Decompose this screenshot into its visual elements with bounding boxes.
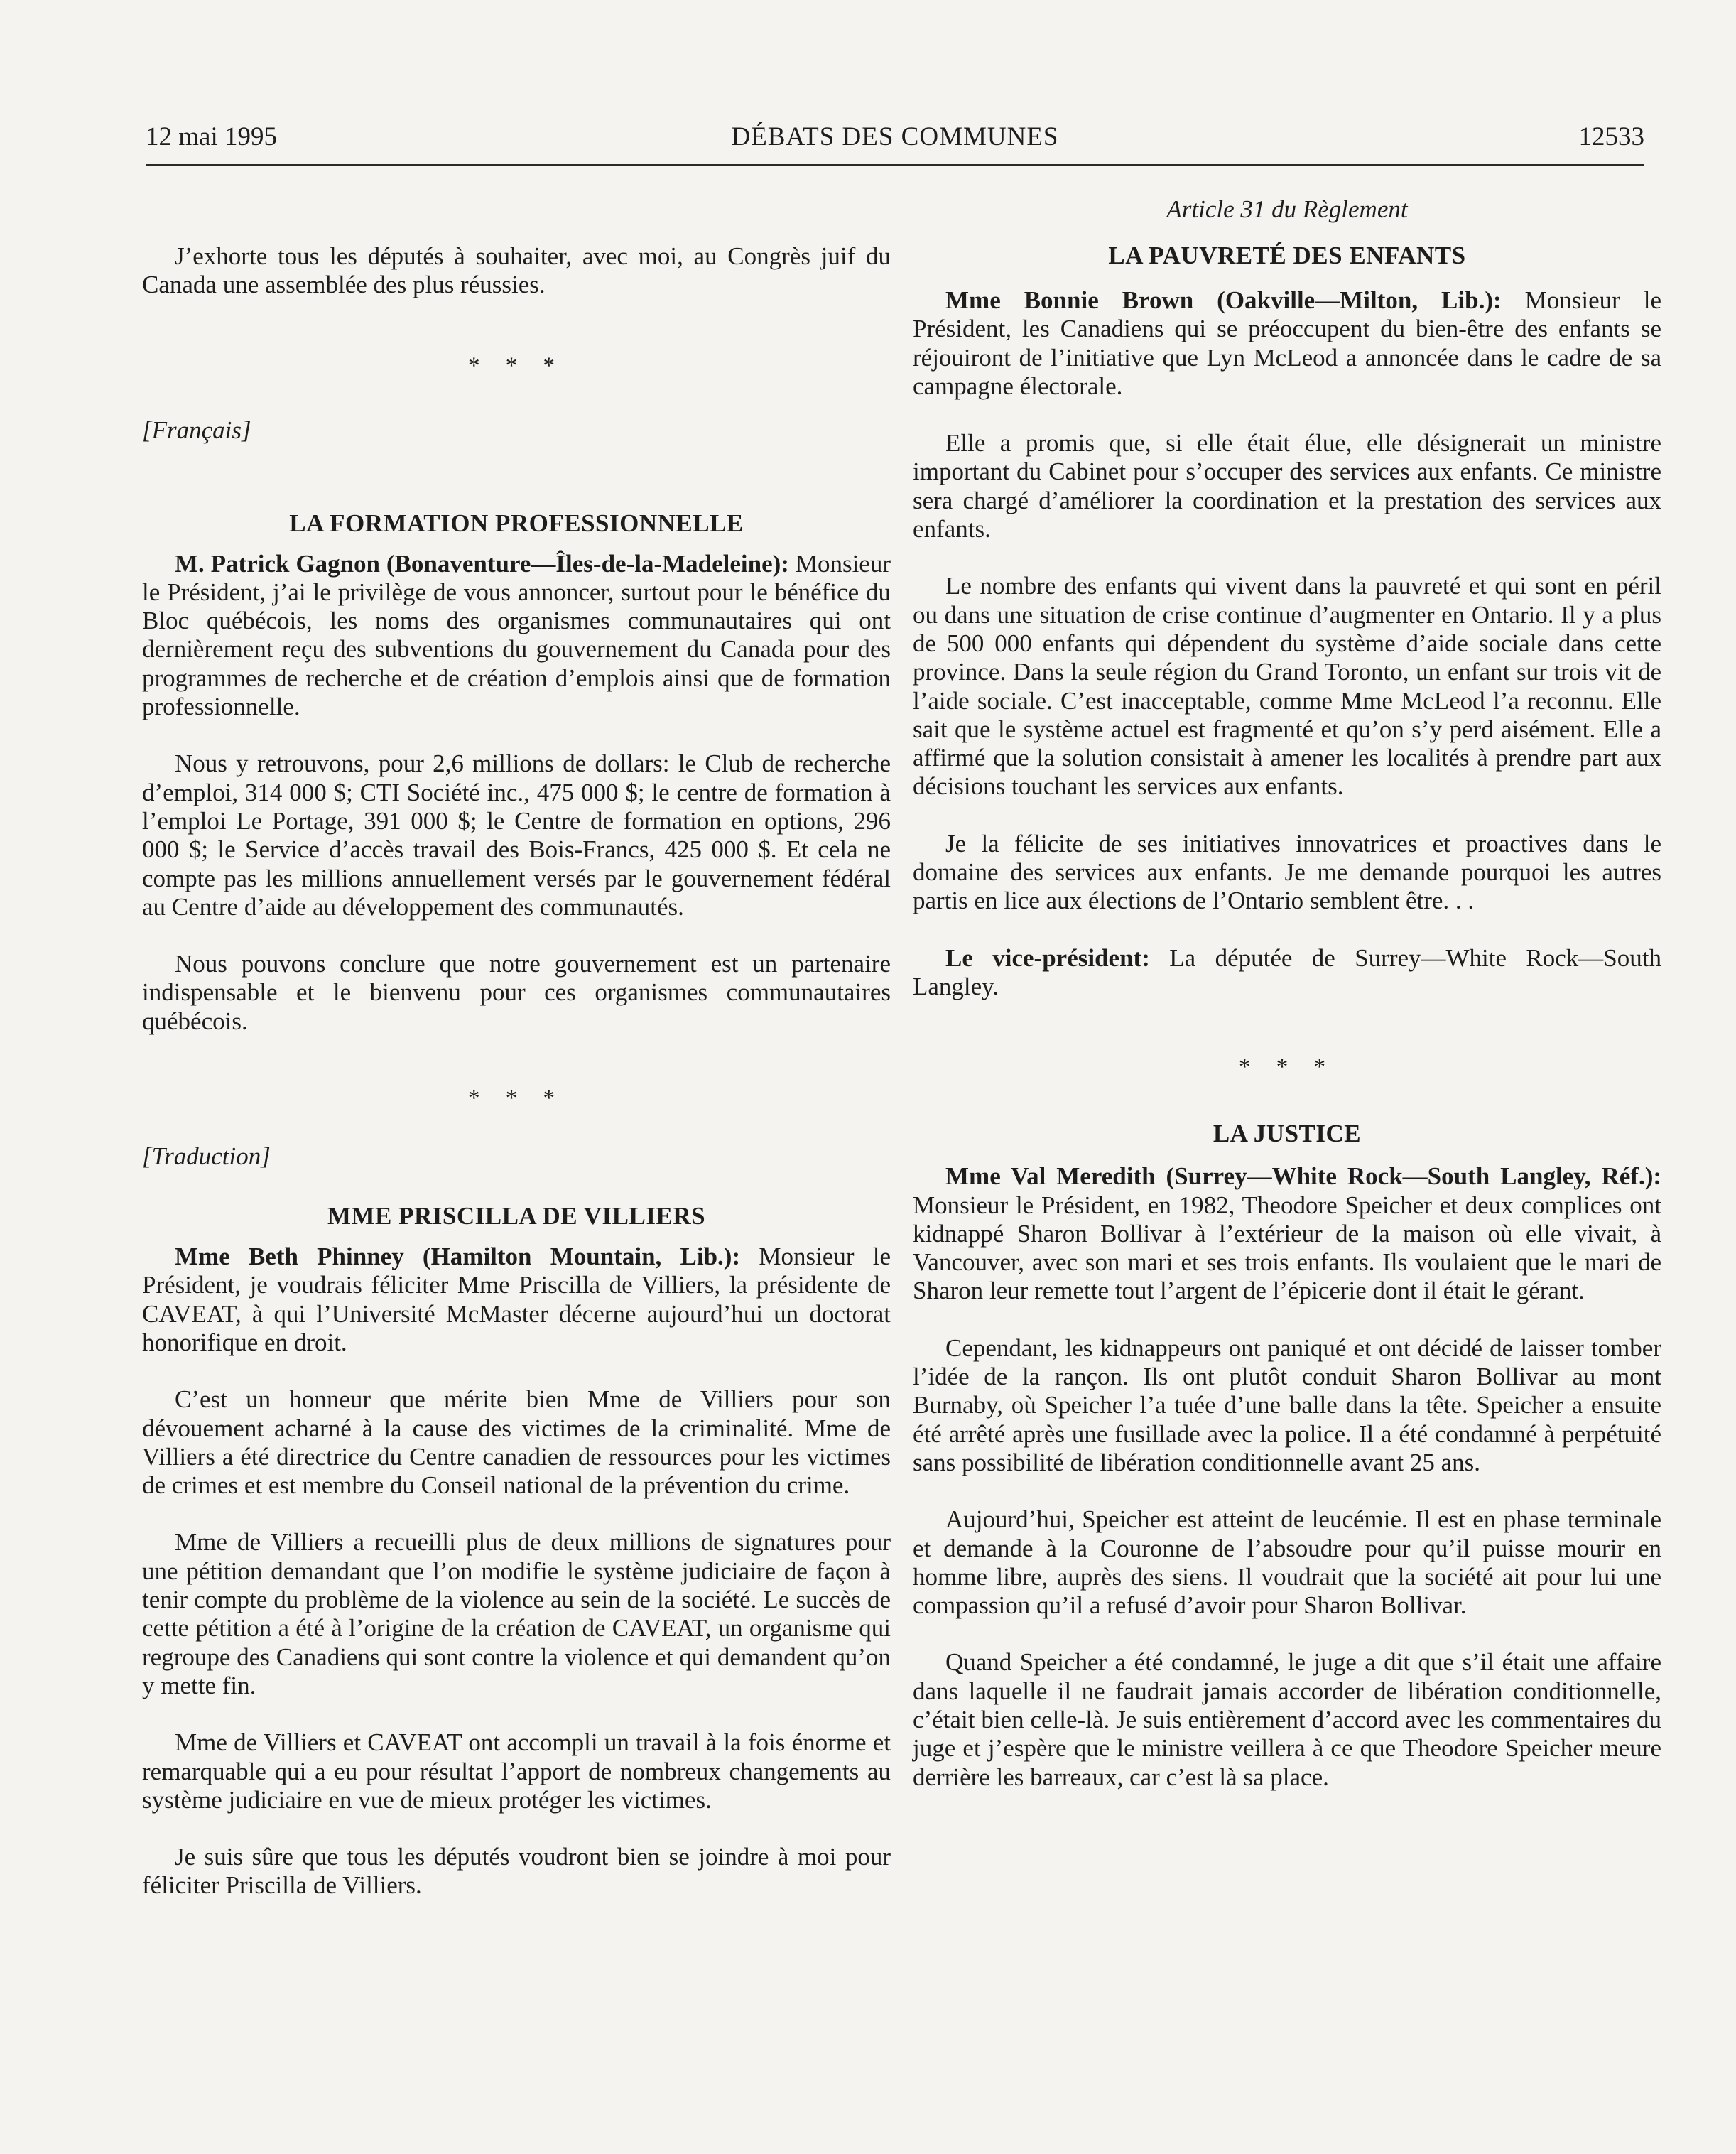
speaker-name: Mme Val Meredith (Surrey—White Rock—South Langley, Réf.): (945, 1162, 1661, 1191)
section-heading: LA FORMATION PROFESSIONNELLE (289, 509, 744, 537)
speaker-name: Le vice-président: (945, 943, 1150, 972)
paragraph: Mme de Villiers a recueilli plus de deux millions de signatures pour une pétition demandant que l’on modifie le système judiciaire de façon à tenir compte du problème de la violence au sein de la société. Le succès de cette pétition a été à l’origine de la création de CAVEAT, un organisme qui regroupe des Canadiens qui sont contre la violence et qui demandent qu’on y mette fin. (142, 1528, 891, 1699)
paragraph: Quand Speicher a été condamné, le juge a dit que s’il était une affaire dans laquelle il ne faudrait jamais accorder de libération conditionnelle, c’était bien celle-là. Je suis entièrement d’accord avec les commentaires du juge et j’espère que le ministre veillera à ce que Theodore Speicher meure derrière les barreaux, car c’est là sa place. (913, 1648, 1661, 1791)
section-separator: * * * (1239, 1054, 1335, 1081)
paragraph: Aujourd’hui, Speicher est atteint de leucémie. Il est en phase terminale et demande à la Couronne de l’absoudre pour qu’il puisse mourir en homme libre, auprès des siens. Il voudrait que la société ait pour lui une compassion qu’il a refusé d’avoir pour Sharon Bollivar. (913, 1505, 1661, 1620)
section-heading: MME PRISCILLA DE VILLIERS (327, 1202, 706, 1230)
paragraph: Je suis sûre que tous les députés voudront bien se joindre à moi pour féliciter Priscilla de Villiers. (142, 1843, 891, 1900)
speech-paragraph (913, 1162, 1661, 1305)
paragraph: Mme de Villiers et CAVEAT ont accompli un travail à la fois énorme et remarquable qui a eu pour résultat l’apport de nombreux changements au système judiciaire en vue de mieux protéger les victimes. (142, 1728, 891, 1814)
left-column (142, 188, 891, 1900)
header-date: 12 mai 1995 (146, 122, 277, 151)
right-column (913, 188, 1661, 1792)
speech-text: Monsieur le Président, les Canadiens qui se préoccupent du bien-être des enfants se réjouiront de l’initiative que Lyn McLeod a annoncée dans le cadre de sa campagne électorale. (913, 286, 1661, 400)
paragraph: C’est un honneur que mérite bien Mme de Villiers pour son dévouement acharné à la cause des victimes de la criminalité. Mme de Villiers a été directrice du Centre canadien de ressources pour les victimes de crimes et est membre du Conseil national de la prévention du crime. (142, 1385, 891, 1500)
header-title: DÉBATS DES COMMUNES (731, 122, 1059, 151)
paragraph: Nous y retrouvons, pour 2,6 millions de dollars: le Club de recherche d’emploi, 314 000 $; CTI Société inc., 475 000 $; le centre de formation à l’emploi Le Portage, 391 000 $; le Centre de formation en options, 296 000 $; le Service d’accès travail des Bois-Francs, 425 000 $. Et cela ne compte pas les millions annuellement versés par le gouvernement fédéral au Centre d’aide au développement des communautés. (142, 749, 891, 921)
speech-text: Monsieur le Président, je voudrais féliciter Mme Priscilla de Villiers, la présidente de CAVEAT, à qui l’Université McMaster décerne aujourd’hui un doctorat honorifique en droit. (142, 1243, 891, 1356)
section-separator: * * * (468, 1086, 565, 1112)
paragraph: Elle a promis que, si elle était élue, elle désignerait un ministre important du Cabinet pour s’occuper des services aux enfants. Ce ministre sera chargé d’améliorer la coordination et la prestation des services aux enfants. (913, 429, 1661, 543)
section-separator: * * * (468, 352, 565, 379)
speaker-name: Mme Beth Phinney (Hamilton Mountain, Lib.): (175, 1243, 741, 1271)
page-header (146, 117, 1644, 166)
speech-paragraph (913, 286, 1661, 401)
speech-text: Monsieur le Président, en 1982, Theodore Speicher et deux complices ont kidnappé Sharon Bollivar à l’extérieur de la maison où elle vivait, à Vancouver, avec son mari et ses trois enfants. Ils voulaient que le mari de Sharon leur remette tout l’argent de l’épicerie dont il était le gérant. (913, 1191, 1661, 1305)
paragraph: Le nombre des enfants qui vivent dans la pauvreté et qui sont en péril ou dans une situation de crise continue d’augmenter en Ontario. Il y a plus de 500 000 enfants qui dépendent du système d’aide sociale dans cette province. Dans la seule région du Grand Toronto, un enfant sur trois vit de l’aide sociale. C’est inacceptable, comme Mme McLeod l’a reconnu. Elle sait que le système actuel est fragmenté et qu’on s’y perd aisément. Elle a affirmé que la solution consistait à amener les localités à prendre part aux décisions touchant les services aux enfants. (913, 572, 1661, 801)
speaker-name: M. Patrick Gagnon (Bonaventure—Îles-de-la-Madeleine): (175, 549, 789, 578)
speech-paragraph (142, 1243, 891, 1357)
speech-text: La députée de Surrey—White Rock—South Langley. (913, 943, 1661, 1000)
section-heading: LA PAUVRETÉ DES ENFANTS (1108, 242, 1466, 269)
section-heading: LA JUSTICE (1213, 1120, 1362, 1148)
header-page-number: 12533 (1578, 122, 1644, 151)
article-reference: Article 31 du Règlement (1166, 195, 1408, 223)
paragraph: Nous pouvons conclure que notre gouvernement est un partenaire indispensable et le bienvenu pour ces organismes communautaires québécois. (142, 950, 891, 1035)
language-tag: [Traduction] (142, 1142, 271, 1171)
speech-text: Monsieur le Président, j’ai le privilège de vous annoncer, surtout pour le bénéfice du Bloc québécois, les noms des organismes communautaires qui ont dernièrement reçu des subventions du gouvernement du Canada pour des programmes de recherche et de création d’emplois ainsi que de formation professionnelle. (142, 549, 891, 721)
speaker-name: Mme Bonnie Brown (Oakville—Milton, Lib.): (945, 286, 1502, 314)
language-tag: [Français] (142, 416, 251, 444)
speech-paragraph (142, 550, 891, 722)
speech-paragraph (913, 944, 1661, 1002)
paragraph: Je la félicite de ses initiatives innovatrices et proactives dans le domaine des services aux enfants. Je me demande pourquoi les autres partis en lice aux élections de l’Ontario semblent être. . . (913, 829, 1661, 915)
paragraph: J’exhorte tous les députés à souhaiter, avec moi, au Congrès juif du Canada une assemblée des plus réussies. (142, 242, 891, 299)
paragraph: Cependant, les kidnappeurs ont paniqué et ont décidé de laisser tomber l’idée de la rançon. Ils ont plutôt conduit Sharon Bollivar au mont Burnaby, où Speicher l’a tuée d’une balle dans la tête. Speicher a ensuite été arrêté après une fusillade avec la police. Il a été condamné à perpétuité sans possibilité de libération conditionnelle avant 25 ans. (913, 1333, 1661, 1476)
